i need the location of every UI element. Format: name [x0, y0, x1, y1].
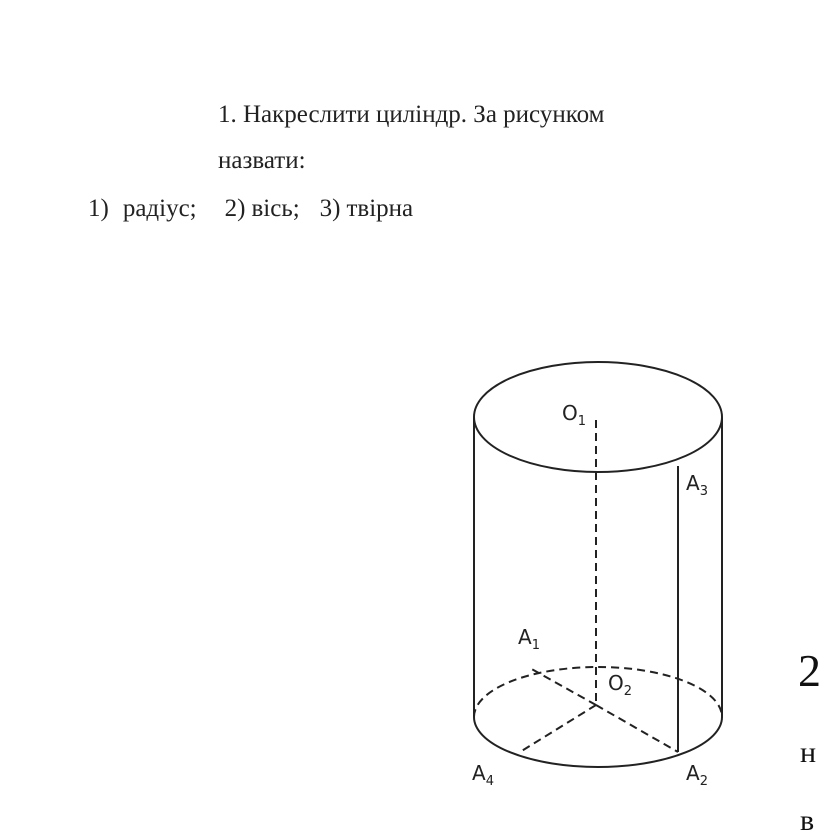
label-a3: $A_3$	[686, 471, 708, 499]
task-title: 1. Накреслити циліндр. За рисунком	[218, 101, 605, 128]
subitem-1-text: радіус;	[122, 195, 197, 222]
subitem-1-number: 1)	[88, 195, 109, 222]
subitem-3-text: твірна	[346, 195, 414, 222]
cylinder-drawing	[440, 340, 750, 800]
subitem-2-text: вісь;	[251, 195, 300, 222]
bottom-base-front-arc	[474, 717, 722, 767]
cylinder-figure	[440, 340, 750, 800]
top-base-ellipse	[474, 362, 722, 472]
task-title-continuation: назвати:	[218, 147, 306, 174]
subitem-2-number: 2)	[224, 195, 246, 222]
task-subitems	[88, 196, 413, 221]
label-o1: $O_1$	[562, 401, 587, 429]
next-task-text-line1: н	[800, 736, 817, 769]
radius-o2-a1	[528, 667, 596, 705]
bottom-base-back-arc	[474, 667, 722, 717]
radius-o2-a4	[520, 705, 596, 752]
label-o2: $O_2$	[608, 671, 633, 699]
label-a2: $A_2$	[686, 761, 708, 789]
radius-o2-a2	[596, 705, 678, 752]
next-task-number: 2	[798, 645, 821, 696]
label-a1: $A_1$	[518, 625, 540, 653]
label-a4: $A_4$	[472, 761, 494, 789]
subitem-3-number: 3)	[319, 195, 341, 222]
next-task-text-line2: в	[800, 804, 815, 837]
